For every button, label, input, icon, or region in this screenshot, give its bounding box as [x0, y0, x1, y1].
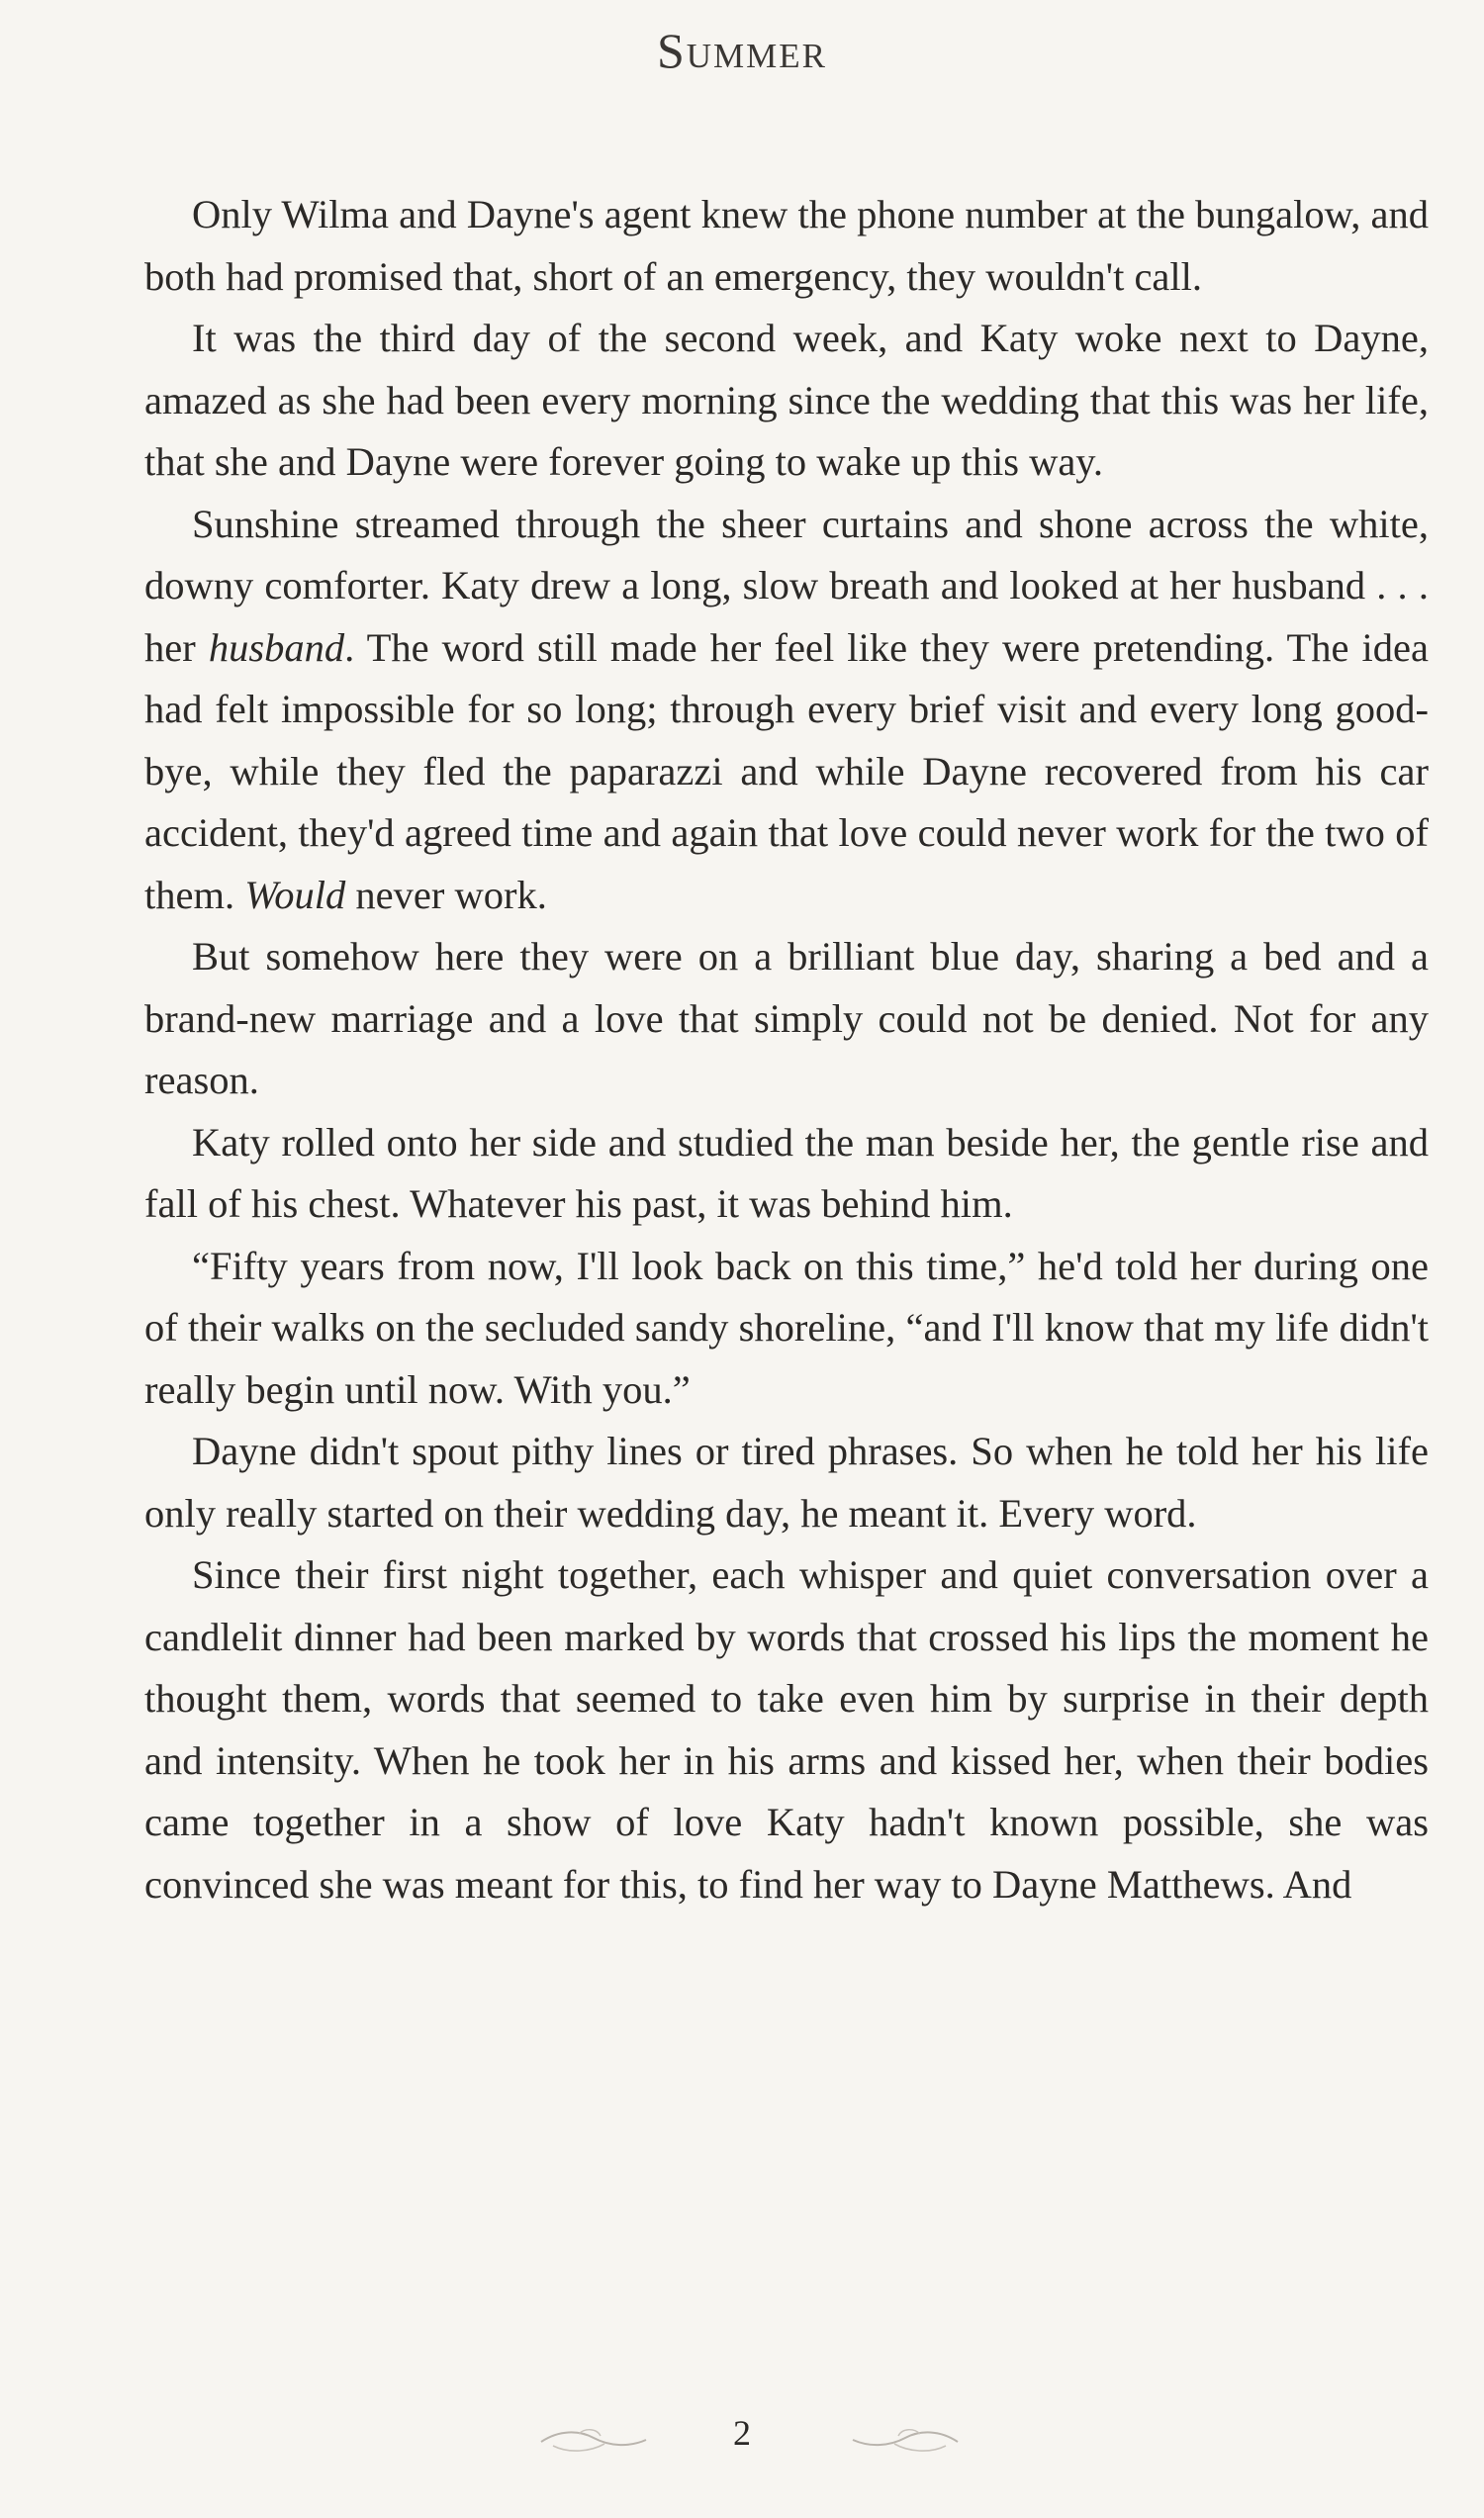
emphasis-would: Would — [244, 872, 346, 917]
paragraph-7: Dayne didn't spout pithy lines or tired phrases. So when he told her his life only really started on their wedding day, he meant it. Every word. — [144, 1429, 1429, 1536]
body-text — [144, 184, 1429, 1915]
page-number: 2 — [733, 2413, 751, 2453]
paragraph-3 — [144, 494, 1429, 927]
paragraph-2: It was the third day of the second week, and Katy woke next to Dayne, amazed as she had been every morning since the wedding that this was her life, that she and Dayne were forever going to wake up this way. — [144, 316, 1429, 484]
paragraph-1: Only Wilma and Dayne's agent knew the phone number at the bungalow, and both had promised that, short of an emergency, they wouldn't call. — [144, 192, 1429, 299]
paragraph-8: Since their first night together, each whisper and quiet conversation over a candlelit dinner had been marked by words that crossed his lips the moment he thought them, words that seemed to take even him by surprise in their depth and intensity. When he took her in his arms and kissed her, when their bodies came together in a show of love Katy hadn't known possible, she was convinced she was meant for this, to find her way to Dayne Matthews. And — [144, 1552, 1429, 1907]
paragraph-3-text-b: . The word still made her feel like they were pretending. The idea had felt impossible for so long; through every brief visit and every long good-bye, while they fled the paparazzi and while Dayne recovered from his car accident, they'd agreed time and again that love could never work for the two of them. — [144, 624, 1429, 917]
paragraph-6: “Fifty years from now, I'll look back on this time,” he'd told her during one of their walks on the secluded sandy shoreline, “and I'll know that my life didn't really begin until now. With you.” — [144, 1243, 1429, 1412]
paragraph-3-text-c: never work. — [345, 872, 547, 917]
right-flourish-ornament — [851, 2424, 960, 2460]
paragraph-5: Katy rolled onto her side and studied the man beside her, the gentle rise and fall of his chest. Whatever his past, it was behind him. — [144, 1119, 1429, 1226]
paragraph-3-text-a: Sunshine streamed through the sheer curtains and shone across the white, downy comforter. Katy drew a long, slow breath and looked at her husband . . . her — [144, 501, 1429, 670]
paragraph-4: But somehow here they were on a brilliant blue day, sharing a bed and a brand-new marriage and a love that simply could not be denied. Not for any reason. — [144, 934, 1429, 1102]
emphasis-husband: husband — [208, 624, 345, 670]
running-head: Summer — [656, 23, 828, 78]
page-footer — [0, 2406, 1484, 2485]
